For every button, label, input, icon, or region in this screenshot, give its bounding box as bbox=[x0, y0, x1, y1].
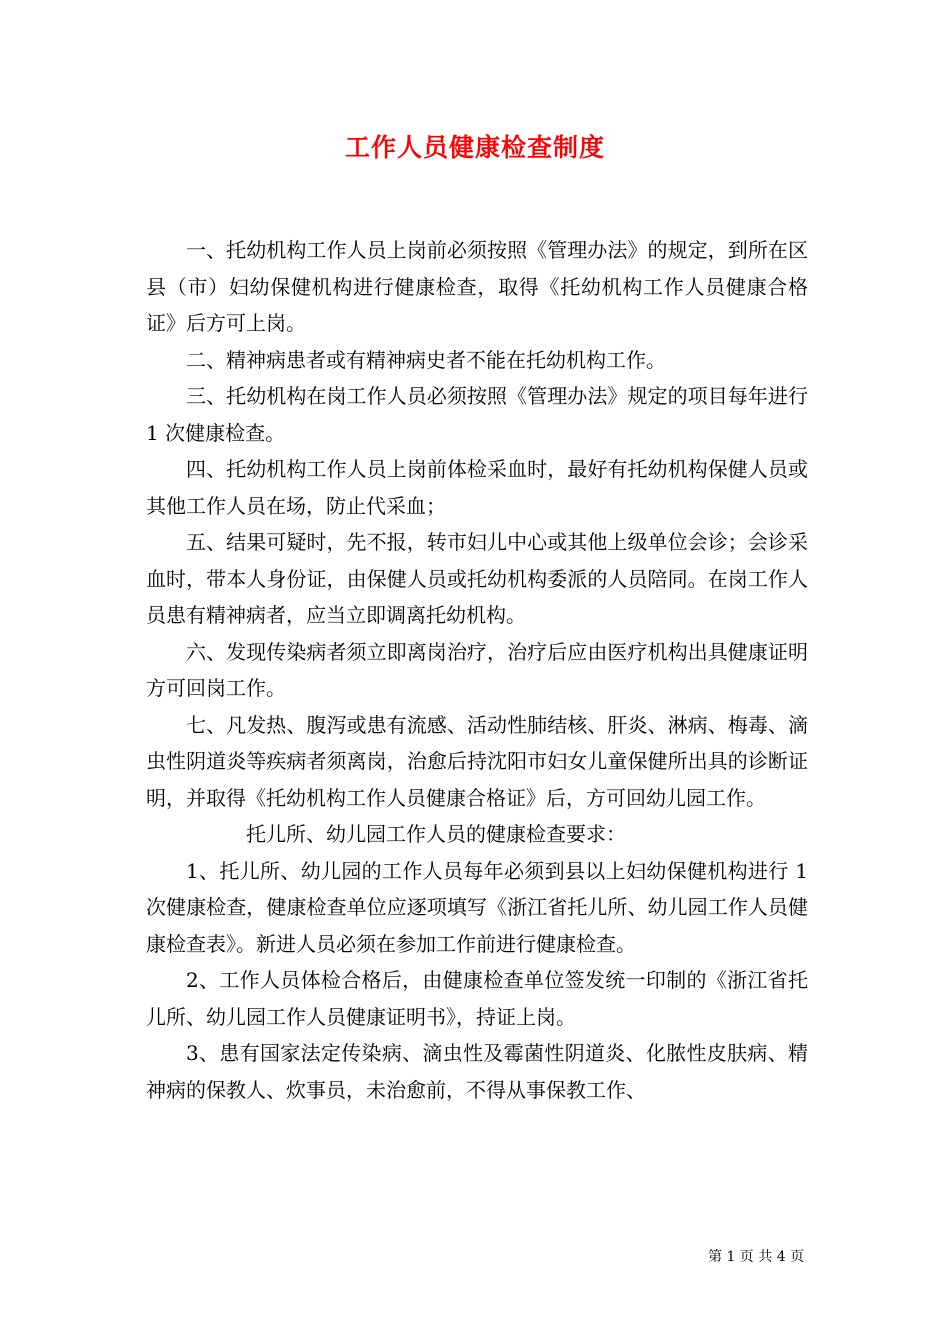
document-body bbox=[146, 232, 808, 1108]
paragraph-10: 3、患有国家法定传染病、滴虫性及霉菌性阴道炎、化脓性皮肤病、精神病的保教人、炊事员，未治愈前，不得从事保教工作、 bbox=[146, 1041, 808, 1102]
page-number-footer: 第 1 页 共 4 页 bbox=[708, 1249, 805, 1265]
paragraph-9: 2、工作人员体检合格后，由健康检查单位签发统一印制的《浙江省托儿所、幼儿园工作人员健康证明书》，持证上岗。 bbox=[146, 968, 808, 1029]
document-title: 工作人员健康检查制度 bbox=[344, 133, 605, 162]
paragraph-6: 六、发现传染病者须立即离岗治疗，治疗后应由医疗机构出具健康证明方可回岗工作。 bbox=[146, 639, 808, 700]
paragraph-5: 五、结果可疑时，先不报，转市妇儿中心或其他上级单位会诊；会诊采血时，带本人身份证，由保健人员或托幼机构委派的人员陪同。在岗工作人员患有精神病者，应当立即调离托幼机构。 bbox=[146, 530, 808, 627]
paragraph-4: 四、托幼机构工作人员上岗前体检采血时，最好有托幼机构保健人员或其他工作人员在场，防止代采血； bbox=[146, 457, 808, 518]
paragraph-1: 一、托幼机构工作人员上岗前必须按照《管理办法》的规定，到所在区县（市）妇幼保健机构进行健康检查，取得《托幼机构工作人员健康合格证》后方可上岗。 bbox=[146, 238, 808, 335]
section-heading: 托儿所、幼儿园工作人员的健康检查要求： bbox=[246, 822, 626, 846]
paragraph-7: 七、凡发热、腹泻或患有流感、活动性肺结核、肝炎、淋病、梅毒、滴虫性阴道炎等疾病者须离岗，治愈后持沈阳市妇女儿童保健所出具的诊断证明，并取得《托幼机构工作人员健康合格证》后，方可回幼儿园工作。 bbox=[146, 712, 808, 810]
paragraph-8: 1、托儿所、幼儿园的工作人员每年必须到县以上妇幼保健机构进行 1 次健康检查，健康检查单位应逐项填写《浙江省托儿所、幼儿园工作人员健康检查表》。新进人员必须在参加工作前进行健康检查。 bbox=[146, 858, 808, 956]
paragraph-3: 三、托幼机构在岗工作人员必须按照《管理办法》规定的项目每年进行 1 次健康检查。 bbox=[146, 384, 808, 445]
paragraph-2: 二、精神病患者或有精神病史者不能在托幼机构工作。 bbox=[186, 347, 666, 372]
